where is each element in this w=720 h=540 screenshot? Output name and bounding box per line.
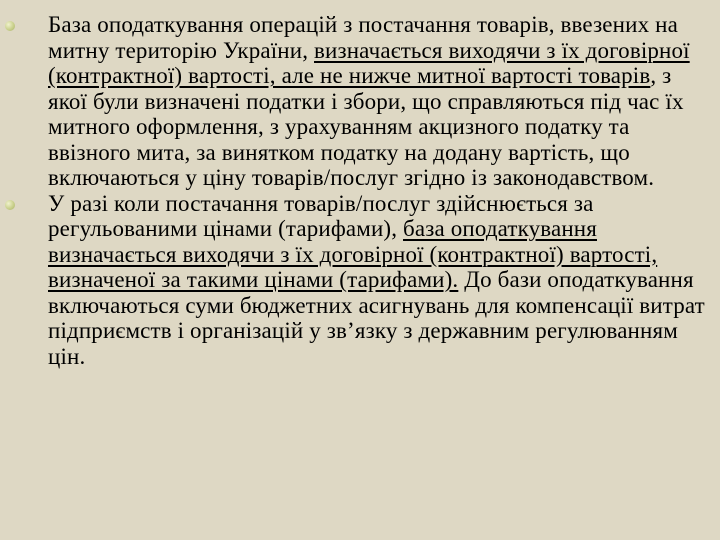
bullet-item-tax-base-imports <box>0 12 720 191</box>
bullet-item-regulated-prices <box>0 191 720 370</box>
bullet-list <box>0 12 720 369</box>
text-segment: До бази оподаткування включаються суми бюджетних асигнувань для компенсації витрат підприємств і організацій у зв’язку з державним регулюванням цін. <box>48 267 705 369</box>
underlined-text-segment: визначається виходячи з їх договірної (контрактної) вартості, але не нижче митної вартості товарів <box>48 37 690 88</box>
bullet-dot-icon <box>5 200 15 210</box>
text-segment: База оподаткування операцій з постачання товарів, ввезених на митну територію України, <box>48 12 678 63</box>
bullet-dot-icon <box>5 21 15 31</box>
underlined-text-segment: база оподаткування визначається виходячи з їх договірної (контрактної) вартості, визначеної за такими цінами (тарифами). <box>48 216 658 292</box>
text-segment: , з якої були визначені податки і збори, що справляються під час їх митного оформлення, з урахуванням акцизного податку та ввізного мита, за винятком податку на додану вартість, що включаються у ціну товарів/послуг згідно із законодавством. <box>48 63 684 190</box>
text-segment: У разі коли постачання товарів/послуг здійснюється за регульованими цінами (тарифами), <box>48 190 594 241</box>
